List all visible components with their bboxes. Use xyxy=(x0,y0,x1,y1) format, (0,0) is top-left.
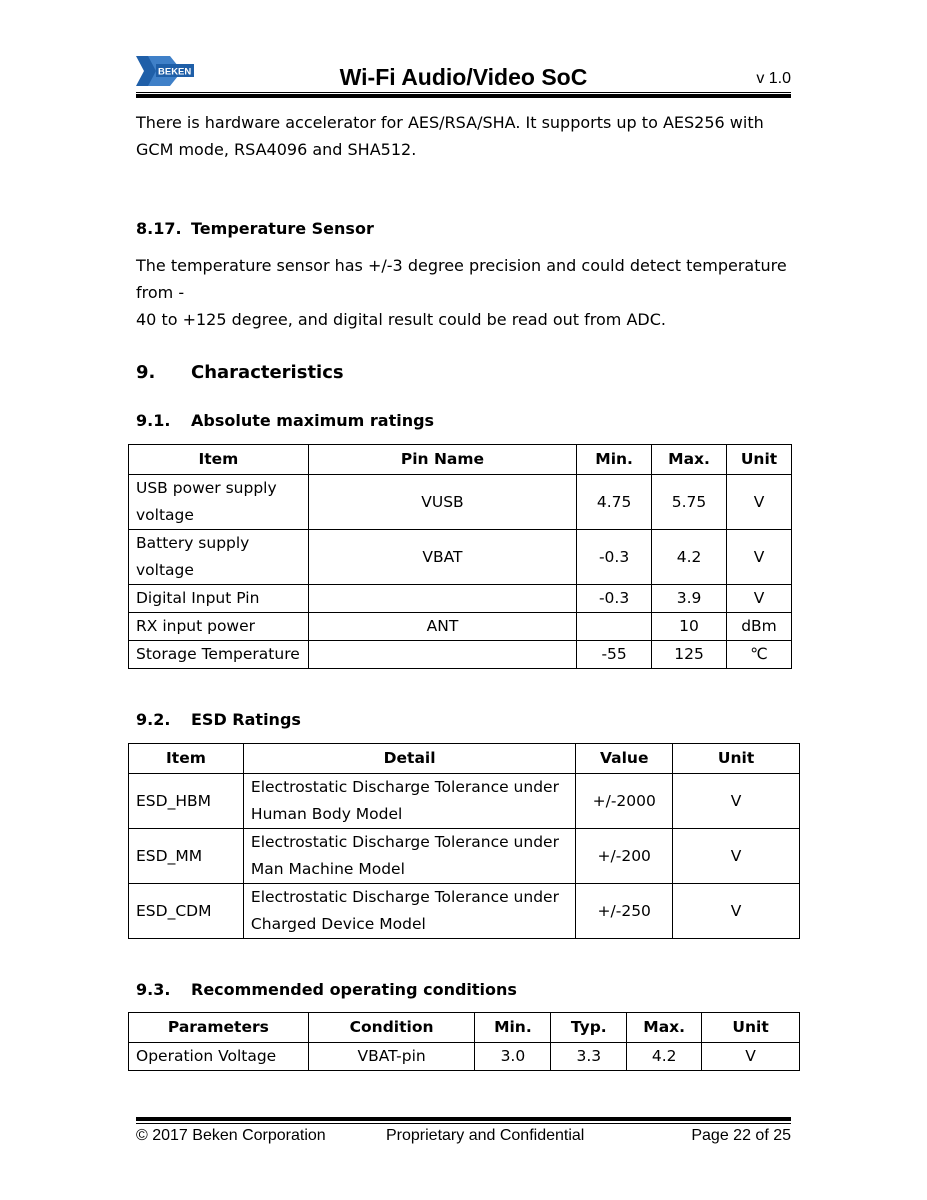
table-cell: Operation Voltage xyxy=(129,1043,309,1071)
esd-ratings-table xyxy=(128,743,800,939)
footer-rule-thin xyxy=(136,1123,791,1124)
intro-paragraph: There is hardware accelerator for AES/RSA/SHA. It supports up to AES256 with GCM mode, RSA4096 and SHA512. xyxy=(136,113,764,159)
column-header: Value xyxy=(576,744,673,774)
column-header: Max. xyxy=(652,445,727,475)
column-header: Max. xyxy=(627,1013,702,1043)
section-9-2-number: 9.2. xyxy=(136,710,171,729)
table-cell: Battery supply voltage xyxy=(129,530,309,585)
table-cell: 5.75 xyxy=(652,475,727,530)
column-header: Parameters xyxy=(129,1013,309,1043)
table-row xyxy=(129,475,792,530)
table-cell: ℃ xyxy=(727,641,792,669)
table-header-row xyxy=(129,744,800,774)
table-cell: V xyxy=(727,475,792,530)
section-8-17-title: Temperature Sensor xyxy=(191,219,374,238)
table-cell: +/-200 xyxy=(576,829,673,884)
section-9-1-title: Absolute maximum ratings xyxy=(191,411,435,430)
section-9-3-number: 9.3. xyxy=(136,980,171,999)
table-row xyxy=(129,884,800,939)
table-cell: VUSB xyxy=(308,475,576,530)
table-cell: V xyxy=(727,585,792,613)
footer-copyright: © 2017 Beken Corporation xyxy=(136,1127,326,1144)
footer-page-number: Page 22 of 25 xyxy=(691,1127,791,1144)
column-header: Min. xyxy=(475,1013,551,1043)
header-rule-thin xyxy=(136,92,791,93)
table-cell: dBm xyxy=(727,613,792,641)
table-row xyxy=(129,613,792,641)
document-version: v 1.0 xyxy=(756,70,791,87)
logo-text: BEKEN xyxy=(158,66,192,78)
header-rule-thick xyxy=(136,94,791,98)
footer-rule-thick xyxy=(136,1117,791,1121)
temperature-sensor-line-1: The temperature sensor has +/-3 degree precision and could detect temperature from - xyxy=(136,256,787,302)
table-row xyxy=(129,829,800,884)
column-header: Detail xyxy=(243,744,575,774)
section-9-title: Characteristics xyxy=(191,362,344,383)
table-cell: 125 xyxy=(652,641,727,669)
table-cell: -55 xyxy=(577,641,652,669)
footer-confidential: Proprietary and Confidential xyxy=(386,1127,585,1144)
table-row xyxy=(129,641,792,669)
column-header: Item xyxy=(129,445,309,475)
table-cell xyxy=(308,585,576,613)
column-header: Pin Name xyxy=(308,445,576,475)
column-header: Unit xyxy=(702,1013,800,1043)
table-cell: V xyxy=(727,530,792,585)
section-9-2-title: ESD Ratings xyxy=(191,710,301,729)
table-cell: VBAT-pin xyxy=(308,1043,475,1071)
table-header-row xyxy=(129,445,792,475)
operating-conditions-table xyxy=(128,1012,800,1071)
table-cell: Digital Input Pin xyxy=(129,585,309,613)
section-9-1-number: 9.1. xyxy=(136,411,171,430)
table-cell: +/-2000 xyxy=(576,774,673,829)
table-cell: -0.3 xyxy=(577,585,652,613)
table-cell: V xyxy=(673,829,800,884)
table-cell xyxy=(308,641,576,669)
column-header: Item xyxy=(129,744,244,774)
table-cell xyxy=(577,613,652,641)
temperature-sensor-line-2: 40 to +125 degree, and digital result could be read out from ADC. xyxy=(136,310,666,329)
table-cell: 4.2 xyxy=(627,1043,702,1071)
table-row xyxy=(129,530,792,585)
column-header: Min. xyxy=(577,445,652,475)
table-cell: Electrostatic Discharge Tolerance under Charged Device Model xyxy=(243,884,575,939)
table-header-row xyxy=(129,1013,800,1043)
column-header: Condition xyxy=(308,1013,475,1043)
table-row xyxy=(129,774,800,829)
table-cell: ESD_MM xyxy=(129,829,244,884)
column-header: Unit xyxy=(673,744,800,774)
section-9-3-title: Recommended operating conditions xyxy=(191,980,517,999)
table-cell: 4.75 xyxy=(577,475,652,530)
table-row xyxy=(129,585,792,613)
table-cell: Storage Temperature xyxy=(129,641,309,669)
column-header: Unit xyxy=(727,445,792,475)
table-cell: USB power supply voltage xyxy=(129,475,309,530)
table-row xyxy=(129,1043,800,1071)
table-cell: V xyxy=(673,884,800,939)
table-cell: 3.3 xyxy=(551,1043,627,1071)
table-cell: V xyxy=(673,774,800,829)
section-8-17-number: 8.17. xyxy=(136,219,182,238)
section-9-number: 9. xyxy=(136,362,156,383)
table-cell: VBAT xyxy=(308,530,576,585)
absolute-max-ratings-table xyxy=(128,444,792,669)
temperature-sensor-paragraph xyxy=(136,252,791,333)
table-cell: +/-250 xyxy=(576,884,673,939)
column-header: Typ. xyxy=(551,1013,627,1043)
table-cell: 3.0 xyxy=(475,1043,551,1071)
table-cell: ANT xyxy=(308,613,576,641)
table-cell: Electrostatic Discharge Tolerance under Man Machine Model xyxy=(243,829,575,884)
table-cell: -0.3 xyxy=(577,530,652,585)
table-cell: 3.9 xyxy=(652,585,727,613)
document-title: Wi-Fi Audio/Video SoC xyxy=(339,64,588,90)
table-cell: Electrostatic Discharge Tolerance under Human Body Model xyxy=(243,774,575,829)
table-cell: RX input power xyxy=(129,613,309,641)
table-cell: 4.2 xyxy=(652,530,727,585)
table-cell: ESD_CDM xyxy=(129,884,244,939)
table-cell: 10 xyxy=(652,613,727,641)
table-cell: V xyxy=(702,1043,800,1071)
table-cell: ESD_HBM xyxy=(129,774,244,829)
